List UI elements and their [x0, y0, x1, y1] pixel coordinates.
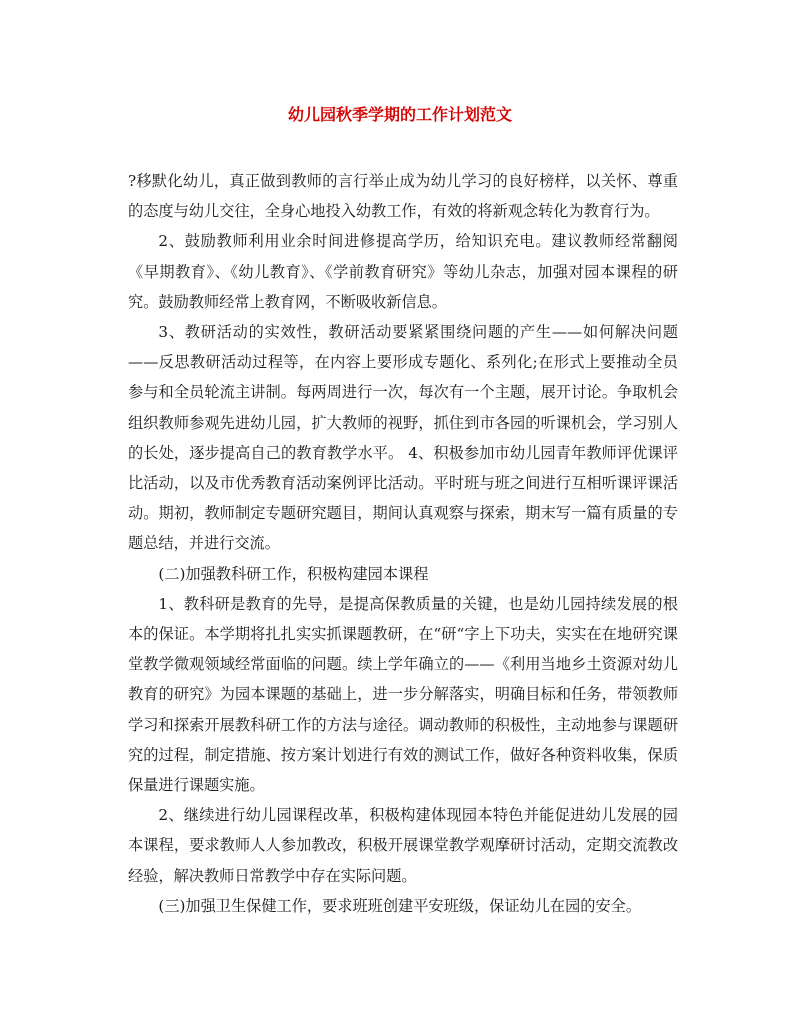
document-body [128, 166, 678, 921]
paragraph: 2、继续进行幼儿园课程改革，积极构建体现园本特色并能促进幼儿发展的园本课程，要求教师人人参加教改，积极开展课堂教学观摩研讨活动，定期交流教改经验，解决教师日常教学中存在实际问题。 [128, 806, 678, 885]
paragraph: 2、鼓励教师利用业余时间进修提高学历，给知识充电。建议教师经常翻阅《早期教育》、《幼儿教育》、《学前教育研究》等幼儿杂志，加强对园本课程的研究。鼓励教师经常上教育网，不断吸收新信息。 [128, 232, 678, 311]
document-title: 幼儿园秋季学期的工作计划范文 [287, 105, 512, 124]
paragraph: 3、教研活动的实效性，教研活动要紧紧围绕问题的产生——如何解决问题——反思教研活动过程等，在内容上要形成专题化、系列化;在形式上要推动全员参与和全员轮流主讲制。每两周进行一次，每次有一个主题，展开讨论。争取机会组织教师参观先进幼儿园，扩大教师的视野，抓住到市各园的听课机会，学习别人的长处，逐步提高自己的教育教学水平。 4、积极参加市幼儿园青年教师评优课评比活动，以及市优秀教育活动案例评比活动。平时班与班之间进行互相听课评课活动。期初，教师制定专题研究题目，期间认真观察与探索，期末写一篇有质量的专题总结，并进行交流。 [128, 323, 678, 553]
paragraph: ?移默化幼儿，真正做到教师的言行举止成为幼儿学习的良好榜样，以关怀、尊重的态度与幼儿交往，全身心地投入幼教工作，有效的将新观念转化为教育行为。 [128, 172, 678, 221]
paragraph: 1、教科研是教育的先导，是提高保教质量的关键，也是幼儿园持续发展的根本的保证。本学期将扎扎实实抓课题教研，在“研“字上下功夫，实实在在地研究课堂教学微观领域经常面临的问题。续上学年确立的——《利用当地乡土资源对幼儿教育的研究》为园本课题的基础上，进一步分解落实，明确目标和任务，带领教师学习和探索开展教科研工作的方法与途径。调动教师的积极性，主动地参与课题研究的过程，制定措施、按方案计划进行有效的测试工作，做好各种资料收集，保质保量进行课题实施。 [128, 594, 678, 795]
section-heading: (三)加强卫生保健工作，要求班班创建平安班级，保证幼儿在园的安全。 [158, 896, 642, 915]
section-heading: (二)加强教科研工作，积极构建园本课程 [158, 564, 429, 583]
